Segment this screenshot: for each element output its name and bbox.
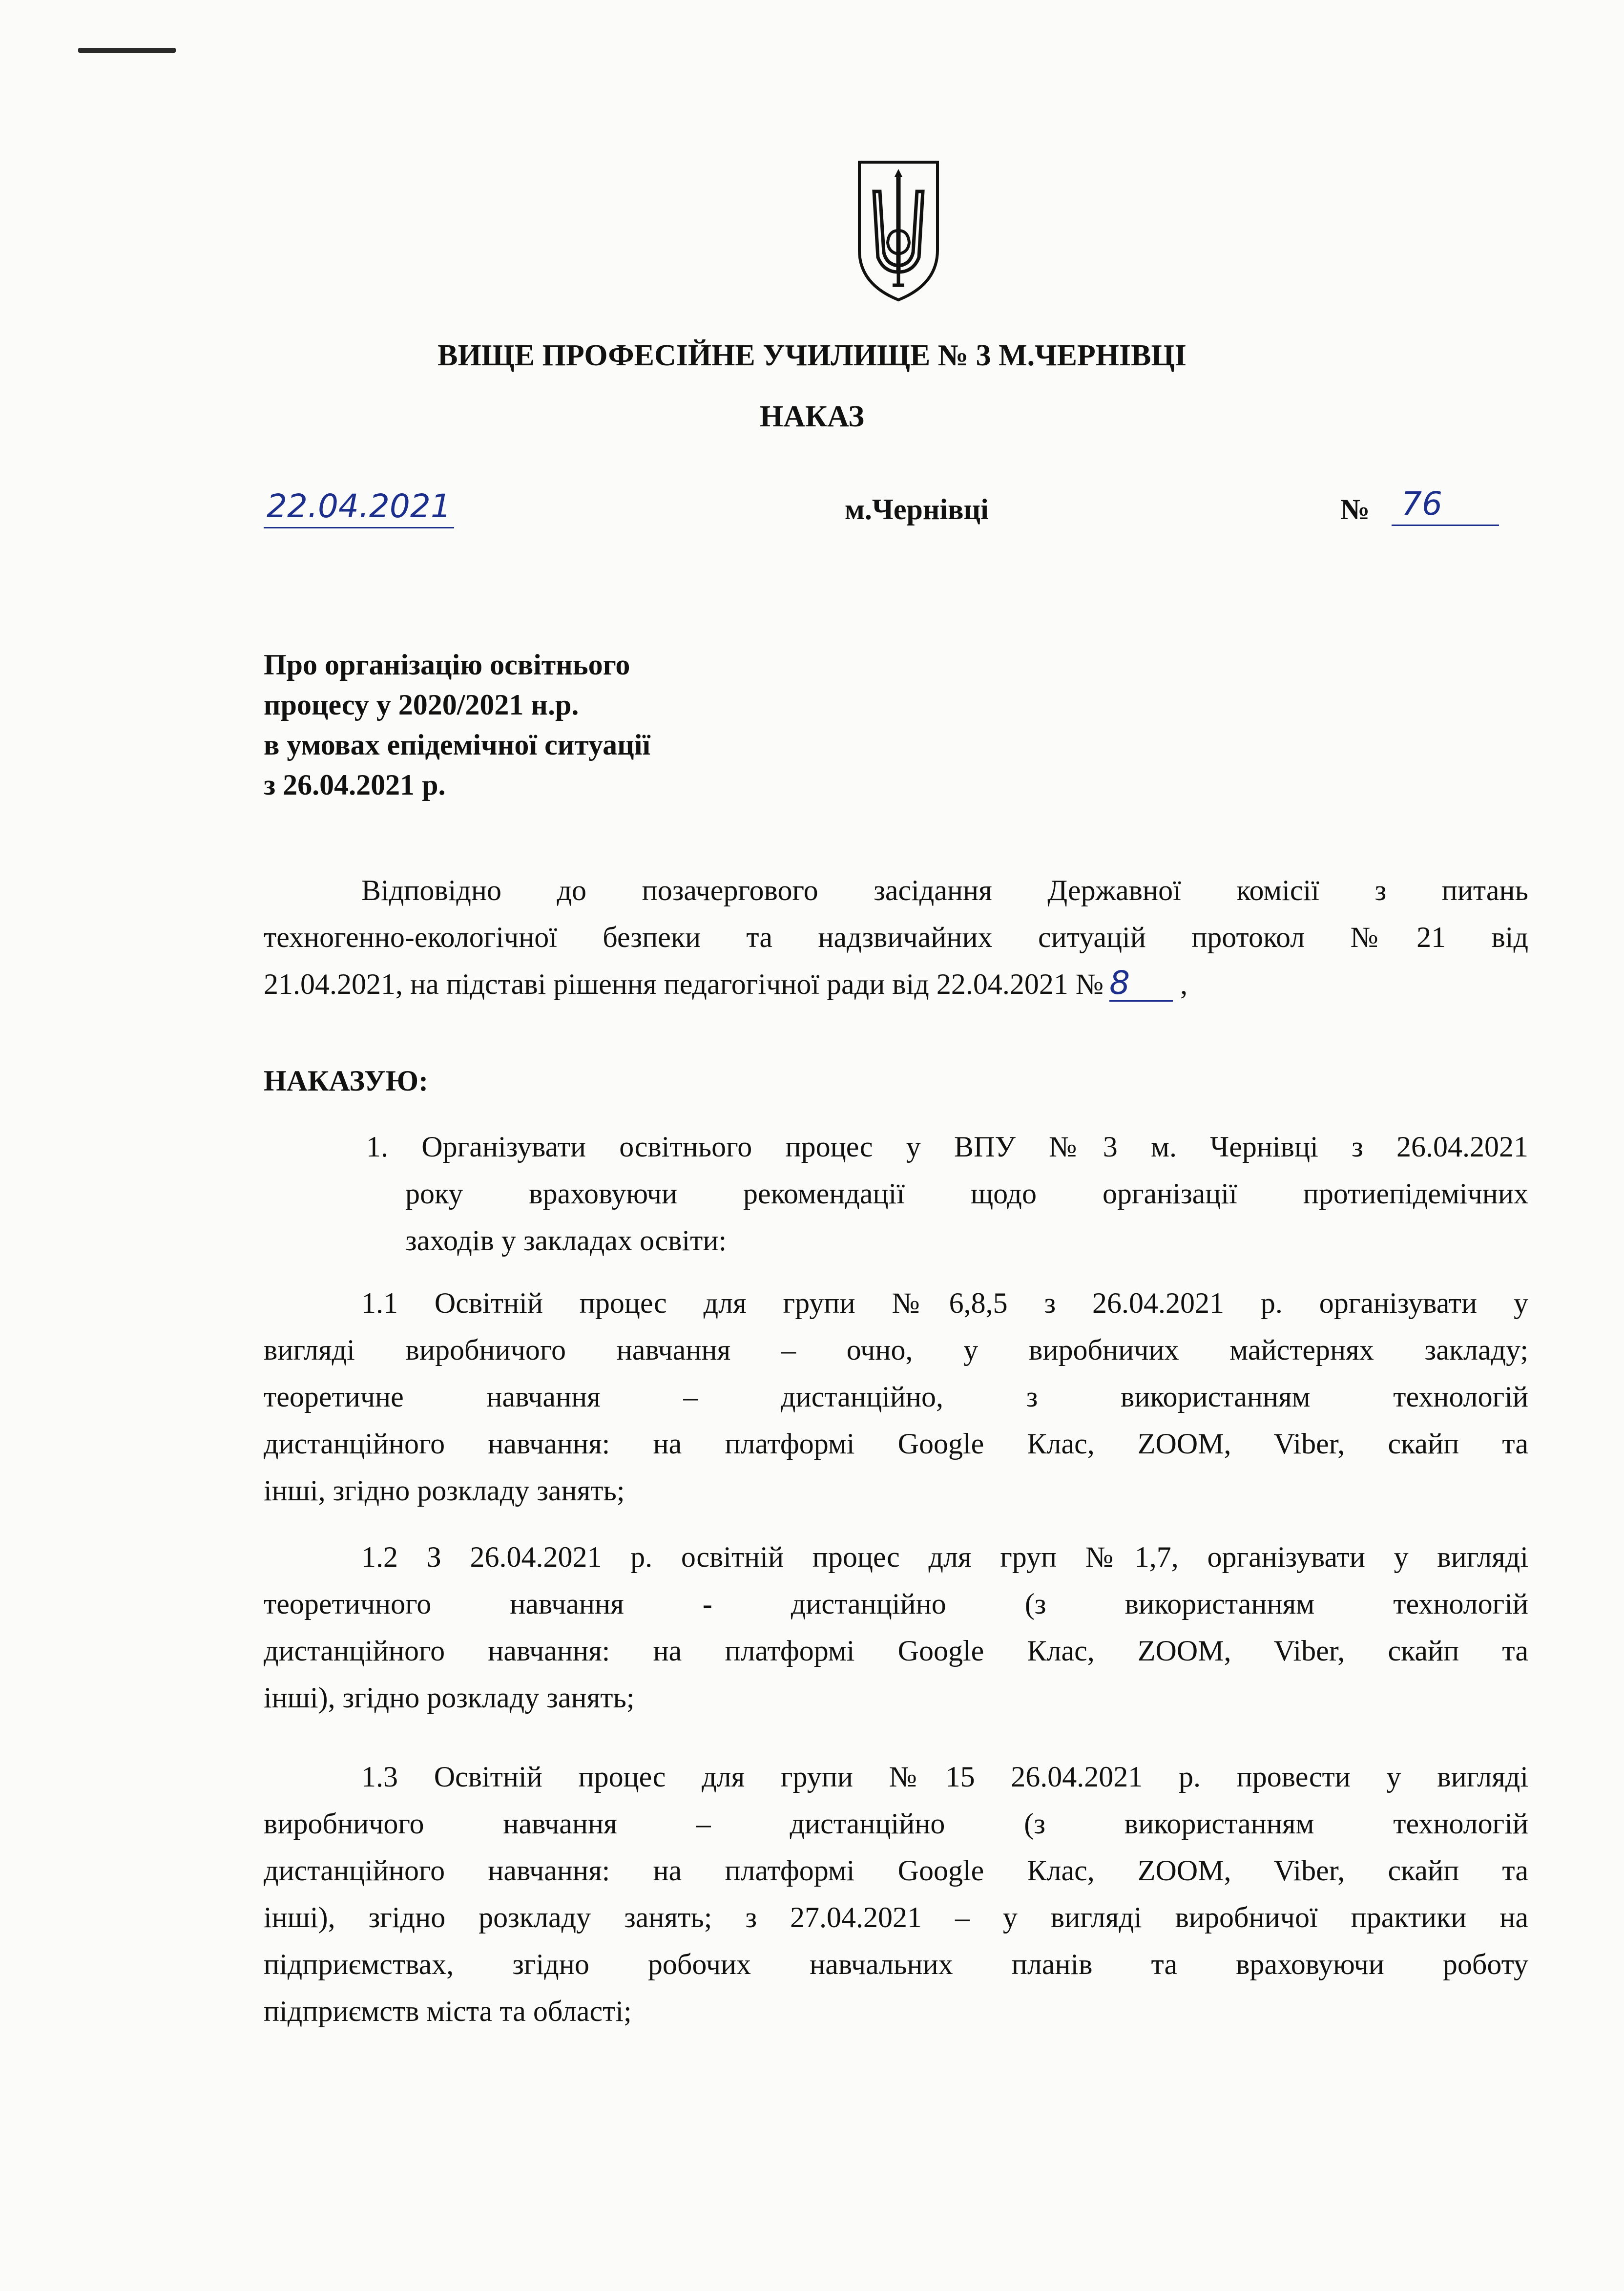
item-1-2 xyxy=(264,1534,1528,1721)
item-1-3-line: підприємствах, згідно робочих навчальних планів та враховуючи роботу xyxy=(264,1948,1528,1980)
item-1 xyxy=(366,1123,1528,1264)
item-1-1 xyxy=(264,1280,1528,1514)
subject-line: з 26.04.2021 р. xyxy=(264,769,446,801)
item-1-2-line: 1.2 З 26.04.2021 р. освітній процес для груп №1,7, організувати у вигляді xyxy=(361,1541,1528,1573)
handwritten-council-number: 8 xyxy=(1109,966,1173,1002)
item-1-3-line: 1.3 Освітній процес для групи №15 26.04.2021 р. провести у вигляді xyxy=(361,1761,1528,1793)
handwritten-date: 22.04.2021 xyxy=(264,486,454,528)
item-1-1-line: інші, згідно розкладу занять; xyxy=(264,1474,625,1507)
preamble-text: 21.04.2021, на підставі рішення педагогічної ради від 22.04.2021 № xyxy=(264,968,1104,1000)
item-1-2-line: дистанційного навчання: на платформі Google Клас, ZOOM, Viber, скайп та xyxy=(264,1635,1528,1667)
item-1-line: року враховуючи рекомендації щодо організації протиепідемічних xyxy=(405,1177,1528,1210)
item-1-3-line: дистанційного навчання: на платформі Google Клас, ZOOM, Viber, скайп та xyxy=(264,1854,1528,1887)
item-1-line: заходів у закладах освіти: xyxy=(405,1224,727,1257)
item-1-3-line: інші), згідно розкладу занять; з 27.04.2021 – у вигляді виробничої практики на xyxy=(264,1901,1528,1934)
trident-emblem-icon xyxy=(854,157,942,304)
institution-title: ВИЩЕ ПРОФЕСІЙНЕ УЧИЛИЩЕ № 3 М.ЧЕРНІВЦІ xyxy=(437,339,1187,372)
item-1-3 xyxy=(264,1753,1528,2035)
number-label: № xyxy=(1340,493,1370,525)
subject-block xyxy=(264,645,650,805)
preamble-paragraph xyxy=(264,867,1528,1008)
subject-line: в умовах епідемічної ситуації xyxy=(264,729,651,761)
item-1-1-line: теоретичне навчання – дистанційно, з використанням технологій xyxy=(264,1381,1528,1413)
preamble-line-last: 21.04.2021, на підставі рішення педагогічної ради від 22.04.2021 № 8 , xyxy=(264,964,1188,1002)
item-1-1-line: 1.1 Освітній процес для групи №6,8,5 з 26.04.2021 р. організувати у xyxy=(361,1287,1528,1319)
preamble-line: техногенно-екологічної безпеки та надзвичайних ситуацій протокол №21 від xyxy=(264,921,1528,953)
scan-artifact xyxy=(78,48,176,53)
item-1-1-line: дистанційного навчання: на платформі Google Клас, ZOOM, Viber, скайп та xyxy=(264,1428,1528,1460)
order-word: НАКАЗУЮ: xyxy=(264,1065,429,1097)
item-1-3-line: підприємств міста та області; xyxy=(264,1995,632,2027)
document-type: НАКАЗ xyxy=(760,400,864,433)
subject-line: процесу у 2020/2021 н.р. xyxy=(264,689,579,721)
item-1-2-line: інші), згідно розкладу занять; xyxy=(264,1681,635,1714)
item-1-line: 1. Організувати освітнього процес у ВПУ №3 м. Чернівці з 26.04.2021 xyxy=(366,1131,1528,1163)
item-1-2-line: теоретичного навчання - дистанційно (з використанням технологій xyxy=(264,1588,1528,1620)
city: м.Чернівці xyxy=(845,493,989,525)
item-1-1-line: вигляді виробничого навчання – очно, у виробничих майстернях закладу; xyxy=(264,1334,1528,1366)
handwritten-order-number: 76 xyxy=(1392,483,1499,526)
subject-line: Про організацію освітнього xyxy=(264,649,630,681)
preamble-line: Відповідно до позачергового засідання Державної комісії з питань xyxy=(361,874,1528,906)
item-1-3-line: виробничого навчання – дистанційно (з використанням технологій xyxy=(264,1808,1528,1840)
